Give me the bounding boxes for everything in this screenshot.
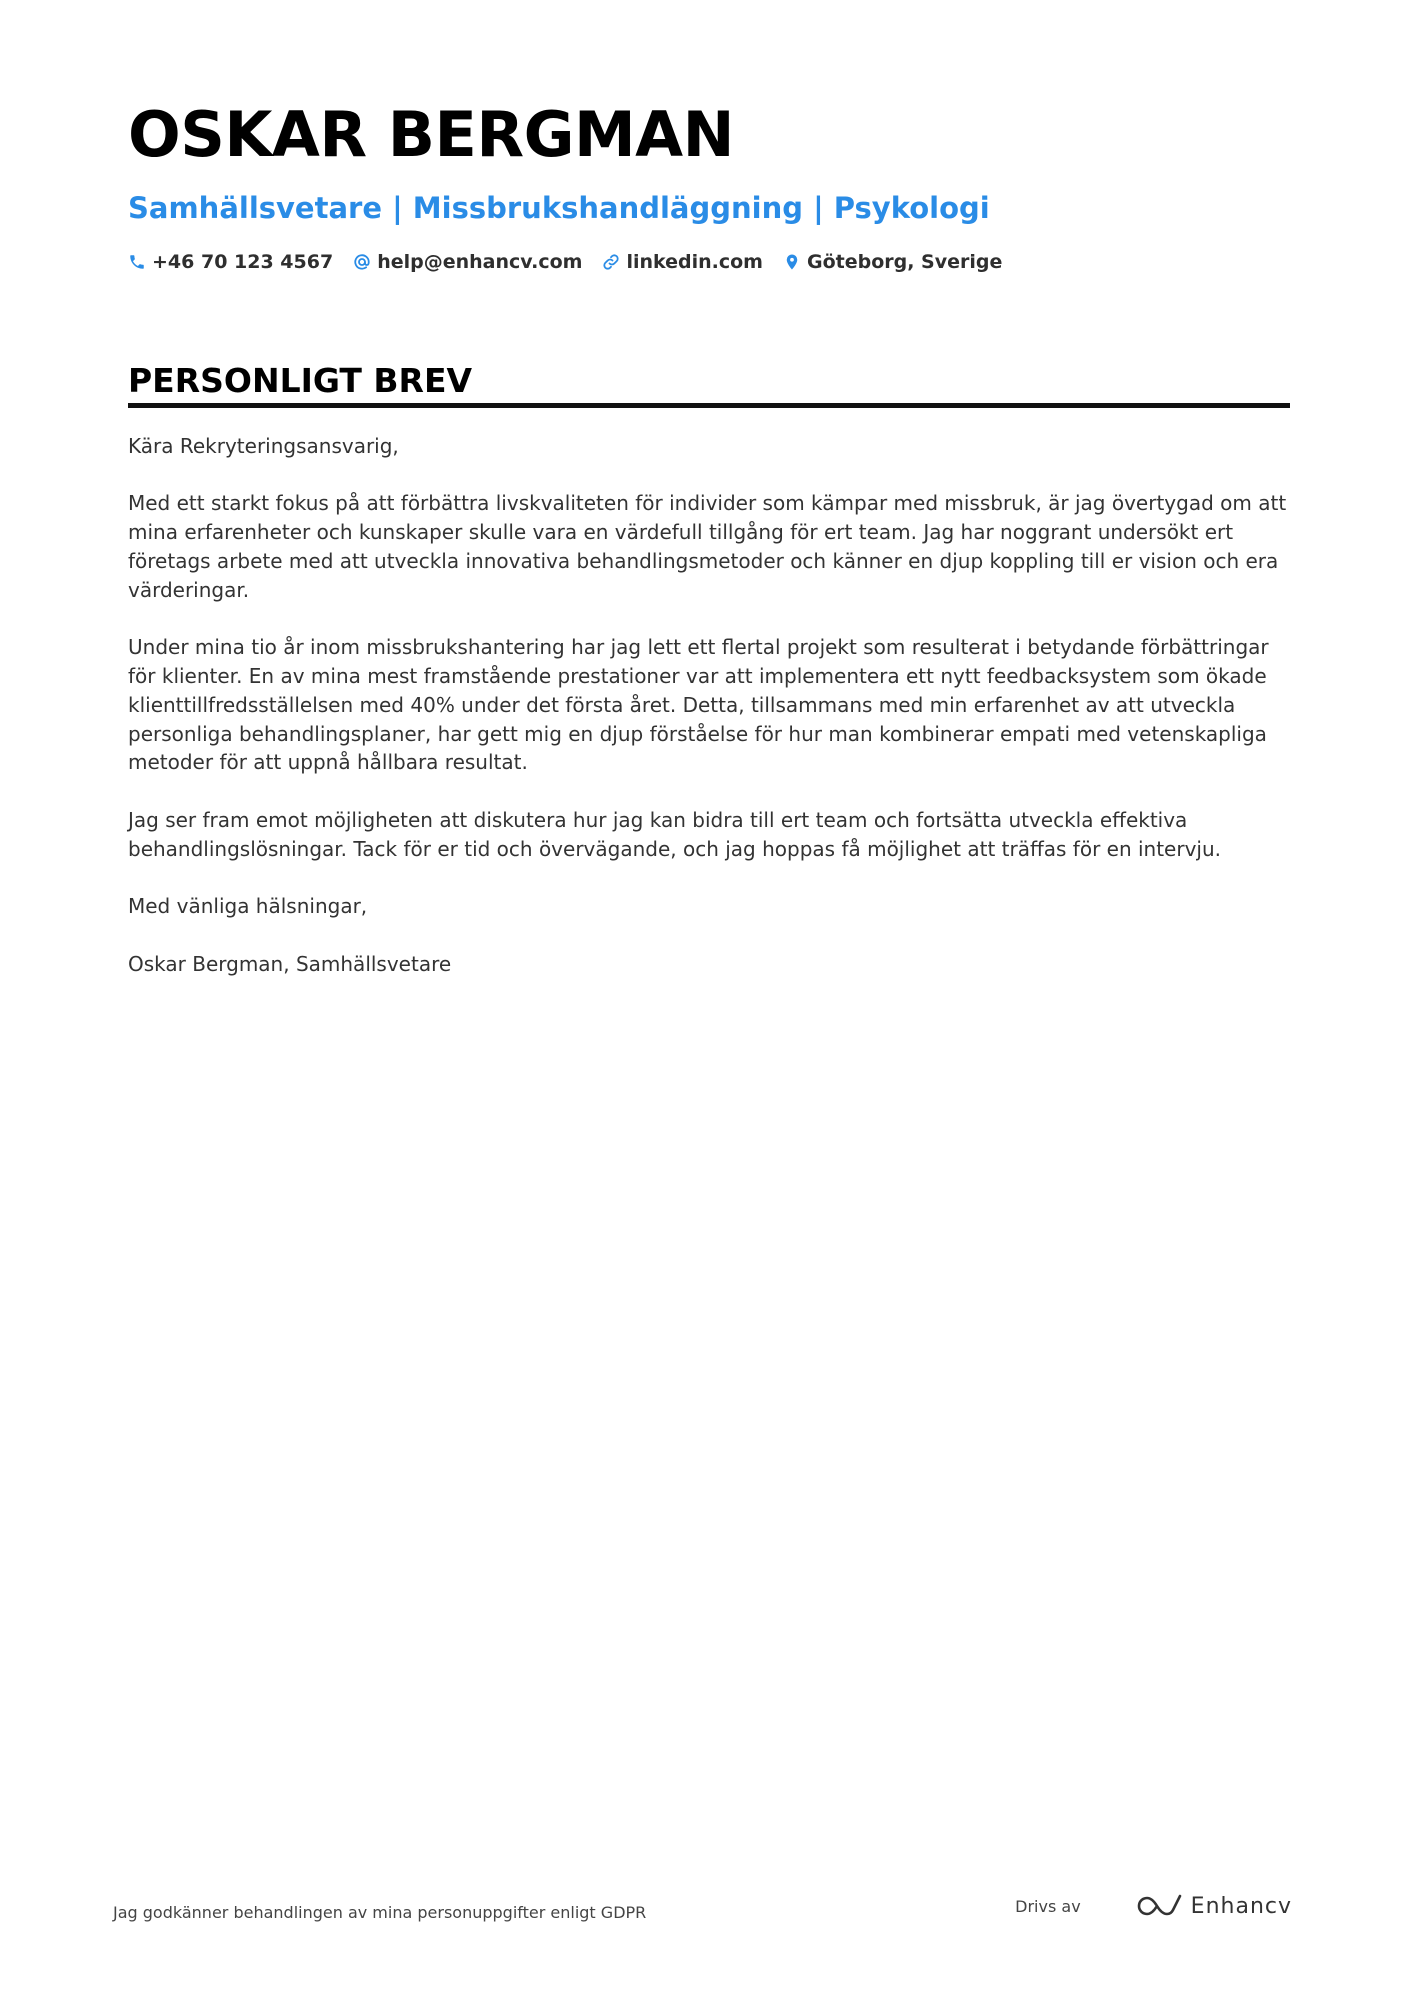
letter-body	[128, 432, 1290, 979]
phone-number: +46 70 123 4567	[152, 251, 334, 274]
letter-paragraph: Under mina tio år inom missbrukshantering har jag lett ett flertal projekt som resulterat i betydande förbättringar för klienter. En av mina mest framstående prestationer var att implementera ett nytt feedbacksystem som ökade klienttillfredsställelsen med 40% under det första året. Detta, tillsammans med min erfarenhet av att utveckla personliga behandlingsplaner, har gett mig en djup förståelse för hur man kombinerar empati med vetenskapliga metoder för att uppnå hållbara resultat.	[128, 635, 1269, 775]
powered-by-label: Drivs av	[1015, 1896, 1081, 1916]
gdpr-consent: Jag godkänner behandlingen av mina personuppgifter enligt GDPR	[113, 1903, 647, 1922]
letter-paragraph: Jag ser fram emot möjligheten att diskutera hur jag kan bidra till ert team och fortsätta utveckla effektiva behandlingslösningar. Tack för er tid och övervägande, och jag hoppas få möjlighet att träffas för en intervju.	[128, 808, 1222, 861]
applicant-name: OSKAR BERGMAN	[128, 98, 735, 171]
location-text: Göteborg, Sverige	[806, 251, 1003, 274]
powered-by[interactable]	[1015, 1893, 1292, 1919]
letter-closing: Med vänliga hälsningar,	[128, 894, 368, 919]
enhancv-logo[interactable]	[1137, 1893, 1292, 1919]
phone-icon	[128, 253, 146, 271]
letter-greeting: Kära Rekryteringsansvarig,	[128, 433, 399, 458]
letter-paragraph: Med ett starkt fokus på att förbättra livskvaliteten för individer som kämpar med missbruk, är jag övertygad om att mina erfarenheter och kunskaper skulle vara en värdefull tillgång för ert team. Jag har noggrant undersökt ert företags arbete med att utveckla innovativa behandlingsmetoder och känner en djup koppling till er vision och era värderingar.	[128, 491, 1287, 602]
letter-signature: Oskar Bergman, Samhällsvetare	[128, 951, 452, 976]
contact-email[interactable]	[353, 251, 582, 273]
email-address: help@enhancv.com	[377, 251, 583, 274]
location-pin-icon	[783, 253, 801, 271]
enhancv-logo-icon	[1137, 1893, 1183, 1919]
contact-location	[783, 251, 1002, 273]
contact-phone[interactable]	[128, 251, 333, 273]
brand-name: Enhancv	[1190, 1893, 1292, 1919]
contact-bar	[128, 251, 1290, 273]
linkedin-url: linkedin.com	[626, 251, 763, 274]
at-icon	[353, 253, 371, 271]
section-heading: PERSONLIGT BREV	[128, 363, 1290, 407]
job-title: Samhällsvetare | Missbrukshandläggning | Psykologi	[128, 191, 990, 225]
link-icon	[602, 253, 620, 271]
page-footer	[113, 1893, 1292, 1933]
cover-letter-page	[128, 98, 1290, 1008]
contact-linkedin[interactable]	[602, 251, 763, 273]
